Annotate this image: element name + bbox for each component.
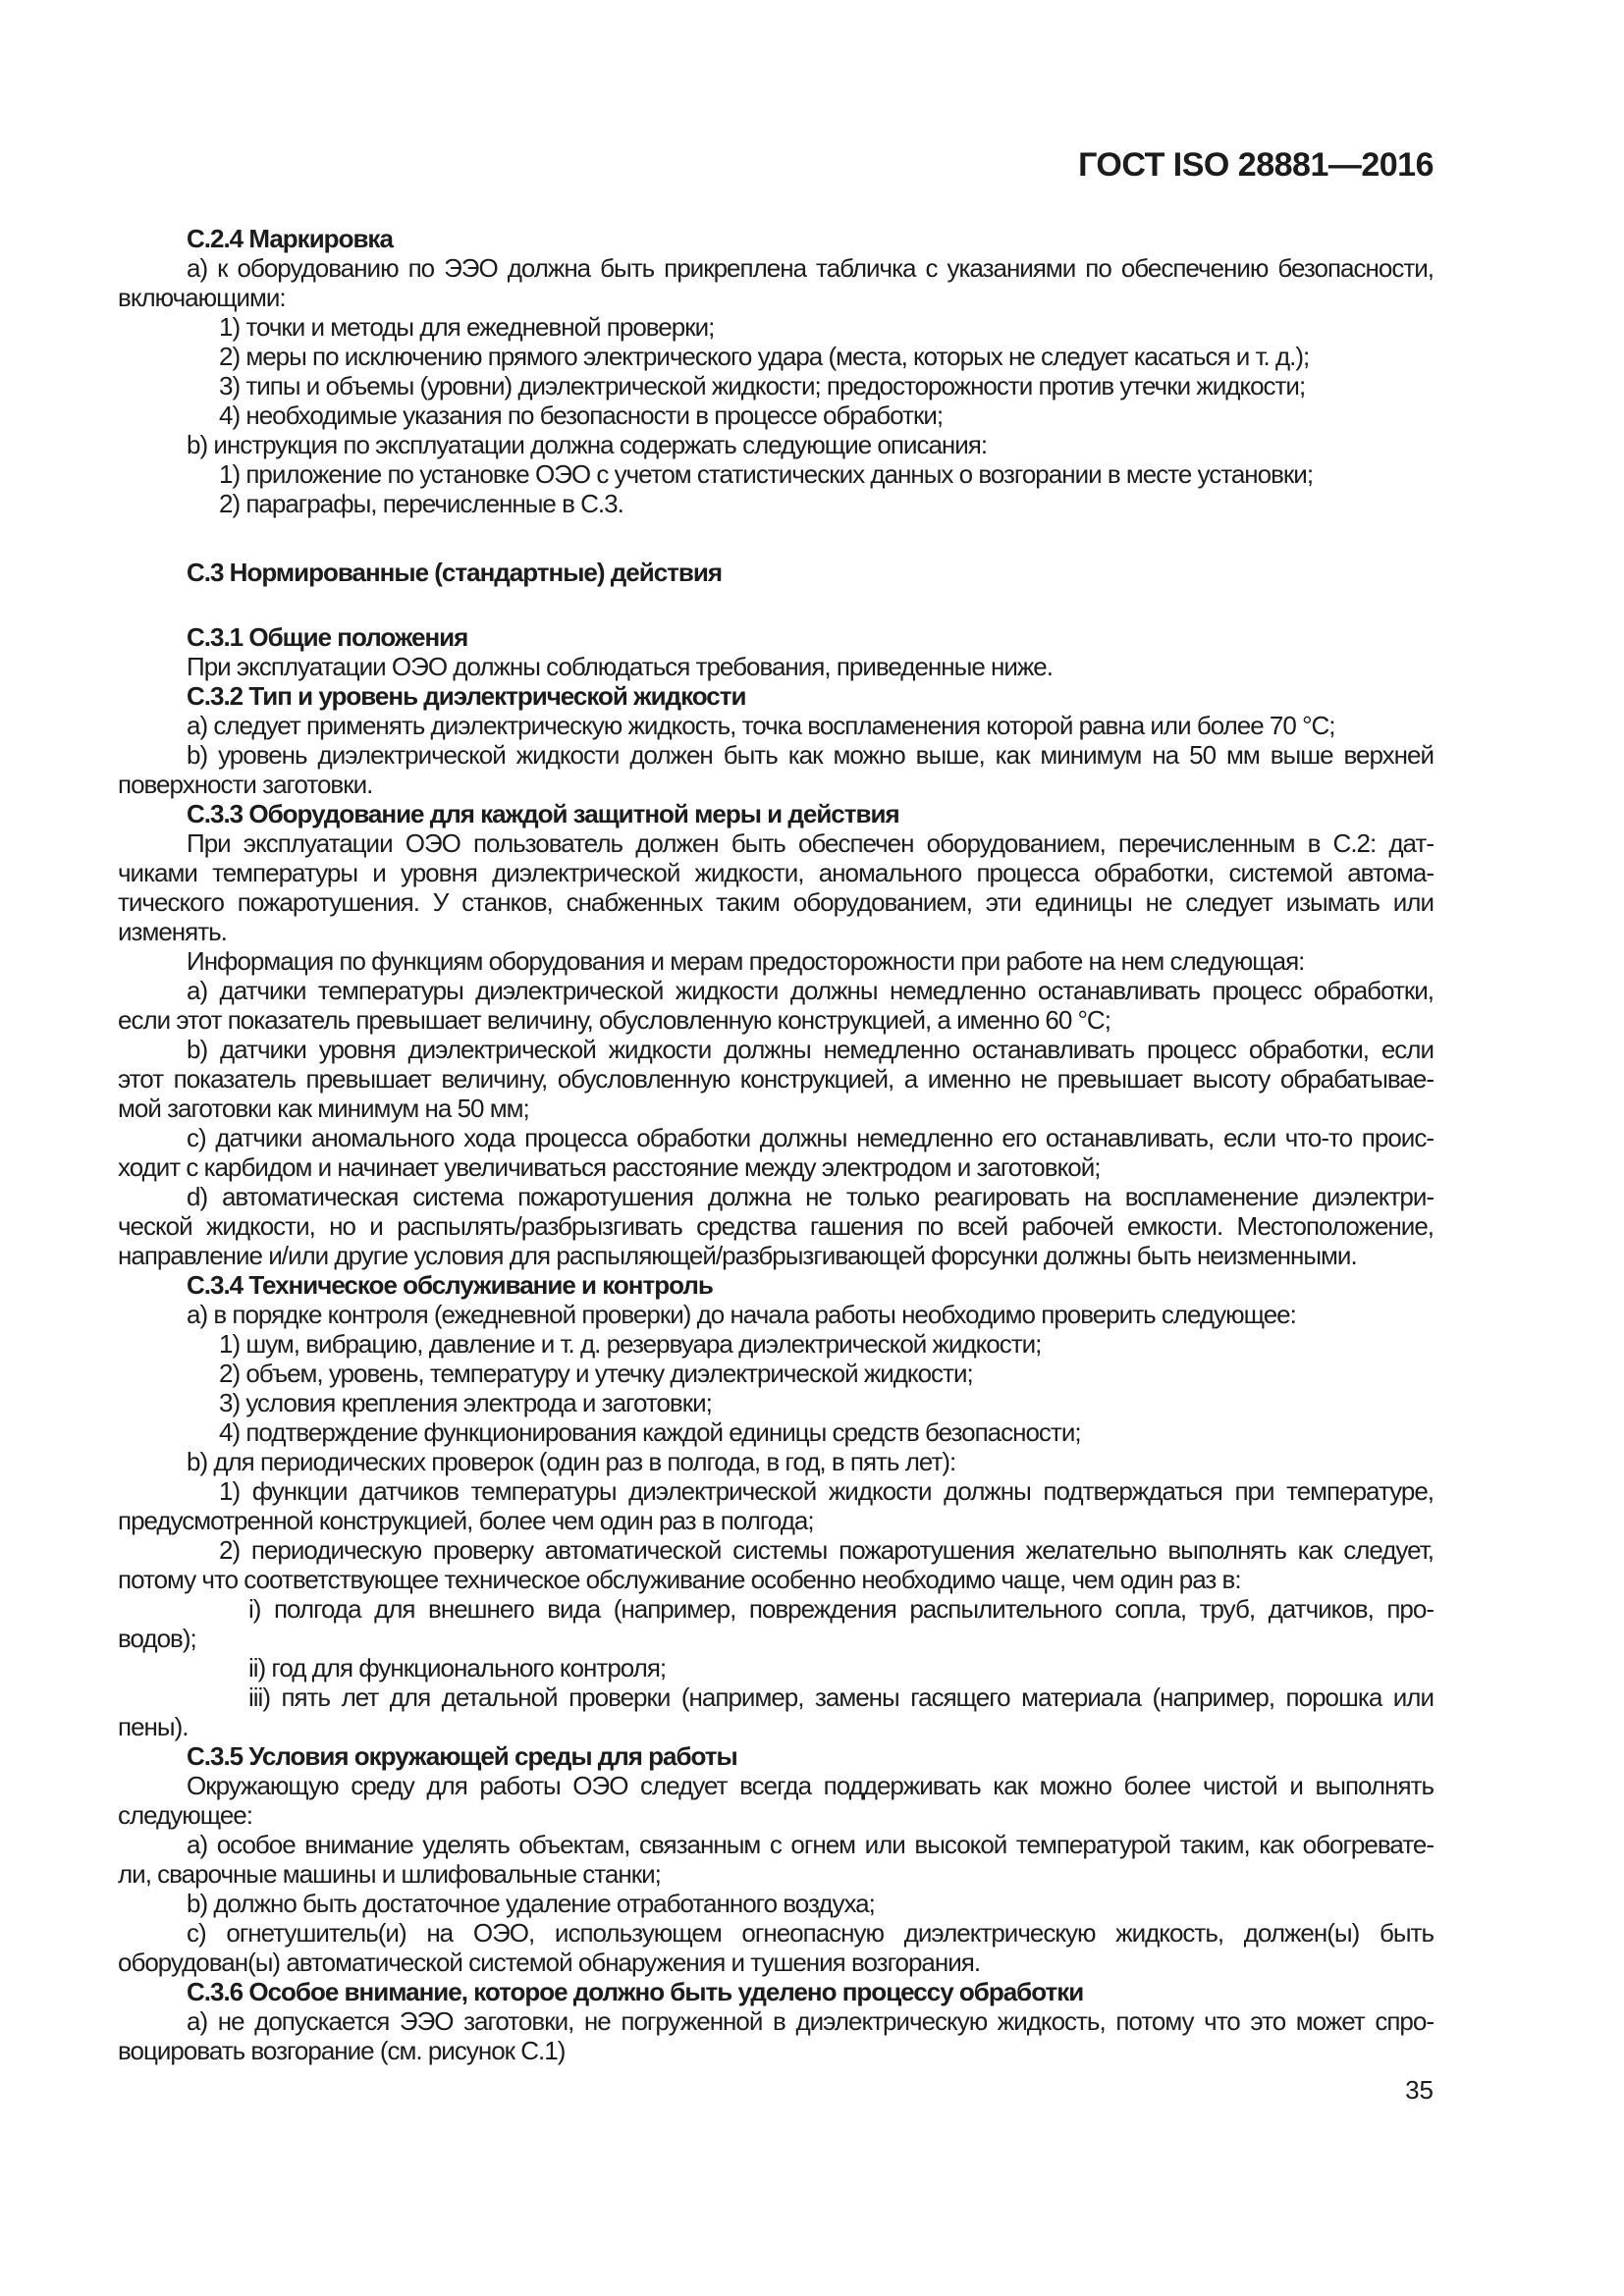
text-line: оборудован(ы) автоматической системой обнаружения и тушения возгорания. — [118, 1948, 981, 1977]
text-line: водов); — [118, 1624, 196, 1653]
text-line: a) следует применять диэлектрическую жидкость, точка воспламенения которой равна или более 70 °C; — [187, 711, 1335, 740]
text-line: 1) точки и методы для ежедневной проверки; — [219, 312, 715, 342]
text-line: Окружающую среду для работы ОЭО следует всегда поддерживать как можно более чистой и выполнять — [187, 1771, 1434, 1800]
text-line: следующее: — [118, 1800, 252, 1830]
text-line: a) не допускается ЭЭО заготовки, не погруженной в диэлектрическую жидкость, потому что это может спро- — [187, 2006, 1434, 2036]
text-line: ли, сварочные машины и шлифовальные станки; — [118, 1859, 661, 1889]
heading-line: С.3.6 Особое внимание, которое должно быть уделено процессу обработки — [187, 1977, 1084, 2006]
text-line: a) к оборудованию по ЭЭО должна быть прикреплена табличка с указаниями по обеспечению безопасности, — [187, 253, 1434, 283]
text-line: если этот показатель превышает величину, обусловленную конструкцией, а именно 60 °C; — [118, 1005, 1110, 1035]
text-line: 3) условия крепления электрода и заготовки; — [219, 1388, 712, 1417]
text-line: b) датчики уровня диэлектрической жидкости должны немедленно останавливать процесс обработки, если — [187, 1035, 1434, 1064]
text-line: a) особое внимание уделять объектам, связанным с огнем или высокой температурой таким, как обогревате- — [187, 1830, 1434, 1859]
text-line: изменять. — [118, 917, 227, 946]
heading-line: С.3 Нормированные (стандартные) действия — [187, 558, 723, 587]
text-line: 3) типы и объемы (уровни) диэлектрической жидкости; предосторожности против утечки жидкости; — [219, 371, 1306, 400]
text-line: При эксплуатации ОЭО пользователь должен быть обеспечен оборудованием, перечисленным в С.2: дат- — [187, 828, 1434, 858]
text-line: 2) параграфы, перечисленные в С.3. — [219, 489, 623, 518]
text-line: поверхности заготовки. — [118, 770, 373, 799]
text-line: чиками температуры и уровня диэлектрической жидкости, аномального процесса обработки, системой автома- — [118, 858, 1434, 887]
text-line: b) уровень диэлектрической жидкости должен быть как можно выше, как минимум на 50 мм выше верхней — [187, 740, 1434, 770]
text-line: a) в порядке контроля (ежедневной проверки) до начала работы необходимо проверить следующее: — [187, 1300, 1296, 1329]
text-line: 1) шум, вибрацию, давление и т. д. резервуара диэлектрической жидкости; — [219, 1329, 1042, 1359]
text-line: 4) подтверждение функционирования каждой единицы средств безопасности; — [219, 1417, 1081, 1447]
heading-line: С.3.4 Техническое обслуживание и контроль — [187, 1270, 713, 1300]
text-line: iii) пять лет для детальной проверки (например, замены гасящего материала (например, порошка или — [248, 1682, 1434, 1712]
text-line: Информация по функциям оборудования и мерам предосторожности при работе на нем следующая: — [187, 946, 1305, 976]
text-line: 4) необходимые указания по безопасности в процессе обработки; — [219, 400, 944, 430]
text-line: тического пожаротушения. У станков, снабженных таким оборудованием, эти единицы не следует изымать или — [118, 887, 1434, 917]
heading-line: С.3.3 Оборудование для каждой защитной меры и действия — [187, 799, 899, 828]
text-line: i) полгода для внешнего вида (например, повреждения распылительного сопла, труб, датчиков, про- — [248, 1594, 1434, 1624]
heading-line: С.3.1 Общие положения — [187, 622, 468, 652]
text-line: d) автоматическая система пожаротушения должна не только реагировать на воспламенение диэлектри- — [187, 1182, 1434, 1211]
text-line: a) датчики температуры диэлектрической жидкости должны немедленно останавливать процесс обработки, — [187, 976, 1434, 1005]
text-line: предусмотренной конструкцией, более чем один раз в полгода; — [118, 1506, 814, 1535]
heading-line: С.3.5 Условия окружающей среды для работы — [187, 1741, 737, 1771]
text-line: ii) год для функционального контроля; — [248, 1653, 667, 1682]
text-line: мой заготовки как минимум на 50 мм; — [118, 1094, 529, 1123]
document-body — [118, 224, 1434, 2065]
text-line: 2) периодическую проверку автоматической системы пожаротушения желательно выполнять как следует, — [219, 1535, 1434, 1565]
text-line: воцировать возгорание (см. рисунок С.1) — [118, 2036, 566, 2065]
text-line: 1) приложение по установке ОЭО с учетом статистических данных о возгорании в месте установки; — [219, 459, 1314, 489]
text-line: c) датчики аномального хода процесса обработки должны немедленно его останавливать, если что-то проис- — [187, 1123, 1434, 1152]
text-line: пены). — [118, 1712, 189, 1741]
text-line: направление и/или другие условия для распыляющей/разбрызгивающей форсунки должны быть неизменными. — [118, 1241, 1357, 1270]
text-line: потому что соответствующее техническое обслуживание особенно необходимо чаще, чем один раз в: — [118, 1565, 1241, 1594]
text-line: При эксплуатации ОЭО должны соблюдаться требования, приведенные ниже. — [187, 652, 1053, 681]
text-line: 2) объем, уровень, температуру и утечку диэлектрической жидкости; — [219, 1359, 973, 1388]
text-line: c) огнетушитель(и) на ОЭО, использующем огнеопасную диэлектрическую жидкость, должен(ы) быть — [187, 1918, 1434, 1948]
text-line: b) для периодических проверок (один раз в полгода, в год, в пять лет): — [187, 1447, 956, 1476]
page-number: 35 — [1405, 2075, 1434, 2105]
text-line: b) инструкция по эксплуатации должна содержать следующие описания: — [187, 430, 988, 459]
heading-line: С.3.2 Тип и уровень диэлектрической жидкости — [187, 681, 746, 711]
text-line: 1) функции датчиков температуры диэлектрической жидкости должны подтверждаться при температуре, — [219, 1476, 1434, 1506]
heading-line: С.2.4 Маркировка — [187, 224, 393, 253]
text-line: b) должно быть достаточное удаление отработанного воздуха; — [187, 1889, 875, 1918]
text-line: ходит с карбидом и начинает увеличиваться расстояние между электродом и заготовкой; — [118, 1152, 1101, 1182]
text-line: ческой жидкости, но и распылять/разбрызгивать средства гашения по всей рабочей емкости. Местоположение, — [118, 1211, 1434, 1241]
page-header-standard-number: ГОСТ ISO 28881—2016 — [1078, 146, 1434, 184]
text-line: 2) меры по исключению прямого электрического удара (места, которых не следует касаться и т. д.); — [219, 342, 1310, 371]
text-line: включающими: — [118, 283, 286, 312]
text-line: этот показатель превышает величину, обусловленную конструкцией, а именно не превышает высоту обрабатывае- — [118, 1064, 1434, 1094]
